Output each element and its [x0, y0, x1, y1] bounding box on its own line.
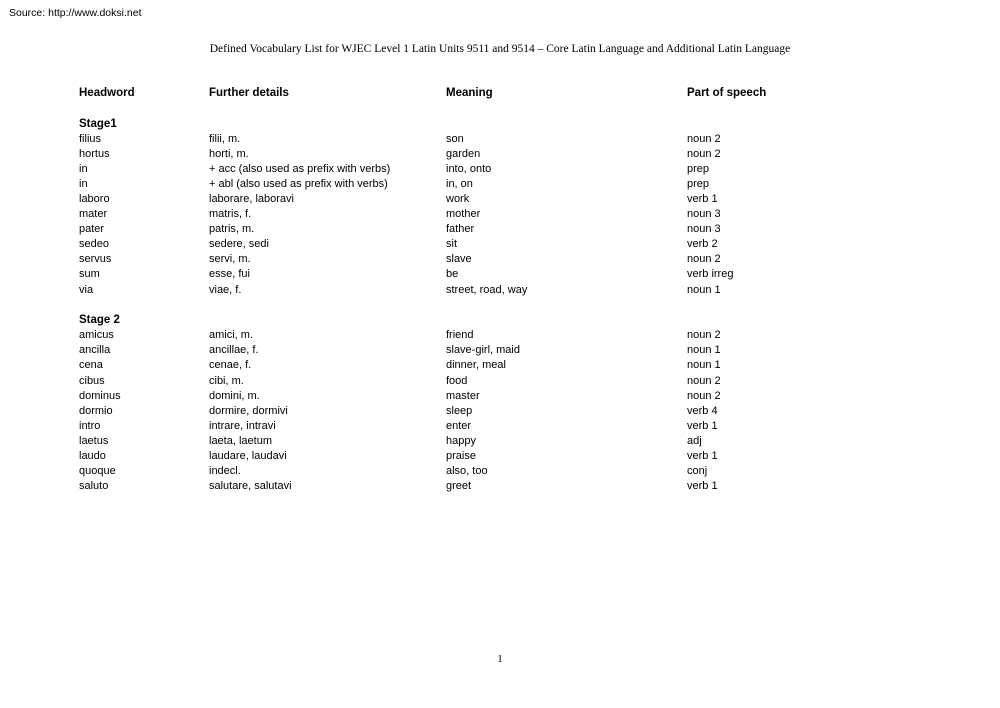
cell-further-details: horti, m. [209, 147, 249, 160]
cell-further-details: filii, m. [209, 132, 241, 145]
cell-headword: laudo [79, 449, 106, 462]
cell-further-details: servi, m. [209, 253, 251, 266]
cell-meaning: sit [446, 238, 457, 251]
cell-headword: amicus [79, 329, 114, 342]
table-row [79, 222, 879, 237]
cell-meaning: enter [446, 419, 472, 432]
table-row [79, 419, 879, 434]
cell-further-details: cibi, m. [209, 374, 244, 387]
cell-further-details: sedere, sedi [209, 238, 269, 251]
cell-part-of-speech: noun 2 [687, 253, 721, 266]
column-header-headword: Headword [79, 87, 135, 99]
stage-heading: Stage1 [79, 117, 117, 130]
cell-part-of-speech: noun 1 [687, 344, 721, 357]
cell-headword: dormio [79, 404, 113, 417]
cell-further-details: dormire, dormivi [209, 404, 288, 417]
cell-part-of-speech: noun 3 [687, 223, 721, 236]
cell-headword: quoque [79, 465, 116, 478]
cell-headword: laetus [79, 434, 109, 447]
cell-headword: hortus [79, 147, 110, 160]
cell-further-details: cenae, f. [209, 359, 252, 372]
source-line: Source: http://www.doksi.net [9, 7, 142, 19]
section-spacer [79, 298, 879, 314]
table-row [79, 464, 879, 479]
cell-headword: saluto [79, 480, 109, 493]
table-row [79, 283, 879, 298]
cell-headword: ancilla [79, 344, 111, 357]
cell-part-of-speech: noun 2 [687, 374, 721, 387]
cell-meaning: garden [446, 147, 481, 160]
cell-further-details: + abl (also used as prefix with verbs) [209, 177, 388, 190]
cell-part-of-speech: verb irreg [687, 268, 734, 281]
table-row [79, 177, 879, 192]
stages-container [79, 101, 879, 494]
cell-part-of-speech: verb 4 [687, 404, 718, 417]
cell-part-of-speech: noun 1 [687, 283, 721, 296]
stage-heading: Stage 2 [79, 314, 120, 327]
cell-meaning: into, onto [446, 162, 492, 175]
cell-part-of-speech: verb 1 [687, 480, 718, 493]
cell-meaning: sleep [446, 404, 473, 417]
cell-meaning: son [446, 132, 464, 145]
cell-meaning: praise [446, 449, 476, 462]
document-title: Defined Vocabulary List for WJEC Level 1 Latin Units 9511 and 9514 – Core Latin Language and Additional Latin Language [209, 43, 791, 55]
cell-part-of-speech: verb 1 [687, 192, 718, 205]
table-row [79, 207, 879, 222]
cell-further-details: indecl. [209, 465, 241, 478]
cell-part-of-speech: conj [687, 465, 708, 478]
table-row [79, 192, 879, 207]
cell-headword: mater [79, 208, 108, 221]
table-row [79, 374, 879, 389]
cell-further-details: viae, f. [209, 283, 242, 296]
cell-meaning: in, on [446, 177, 473, 190]
cell-headword: filius [79, 132, 102, 145]
cell-part-of-speech: prep [687, 162, 710, 175]
cell-meaning: also, too [446, 465, 488, 478]
cell-headword: via [79, 283, 94, 296]
cell-further-details: domini, m. [209, 389, 260, 402]
cell-part-of-speech: verb 1 [687, 419, 718, 432]
page-number: 1 [497, 653, 503, 665]
cell-headword: cibus [79, 374, 105, 387]
cell-part-of-speech: adj [687, 434, 702, 447]
table-row [79, 358, 879, 373]
cell-meaning: friend [446, 329, 474, 342]
cell-headword: dominus [79, 389, 121, 402]
cell-further-details: laudare, laudavi [209, 449, 287, 462]
cell-headword: in [79, 162, 88, 175]
cell-part-of-speech: verb 2 [687, 238, 718, 251]
cell-meaning: slave [446, 253, 472, 266]
table-row [79, 162, 879, 177]
cell-part-of-speech: prep [687, 177, 710, 190]
table-row [79, 343, 879, 358]
cell-part-of-speech: noun 2 [687, 147, 721, 160]
cell-meaning: master [446, 389, 480, 402]
table-row [79, 449, 879, 464]
cell-headword: sum [79, 268, 100, 281]
cell-meaning: happy [446, 434, 476, 447]
table-row [79, 389, 879, 404]
column-header-meaning: Meaning [446, 87, 493, 99]
cell-meaning: work [446, 192, 470, 205]
cell-further-details: matris, f. [209, 208, 252, 221]
cell-meaning: food [446, 374, 468, 387]
cell-further-details: ancillae, f. [209, 344, 259, 357]
cell-part-of-speech: noun 3 [687, 208, 721, 221]
cell-part-of-speech: noun 2 [687, 132, 721, 145]
cell-part-of-speech: verb 1 [687, 449, 718, 462]
table-row [79, 267, 879, 282]
section-spacer [79, 101, 879, 117]
cell-headword: servus [79, 253, 112, 266]
cell-headword: cena [79, 359, 103, 372]
table-row [79, 404, 879, 419]
table-row [79, 237, 879, 252]
cell-further-details: laborare, laboravi [209, 192, 294, 205]
cell-meaning: slave-girl, maid [446, 344, 520, 357]
cell-part-of-speech: noun 2 [687, 389, 721, 402]
cell-meaning: dinner, meal [446, 359, 506, 372]
cell-further-details: salutare, salutavi [209, 480, 292, 493]
table-row [79, 479, 879, 494]
column-header-part-of-speech: Part of speech [687, 87, 767, 99]
table-header-row [79, 86, 879, 101]
cell-headword: pater [79, 223, 105, 236]
cell-further-details: amici, m. [209, 329, 253, 342]
cell-meaning: be [446, 268, 459, 281]
cell-headword: intro [79, 419, 101, 432]
cell-part-of-speech: noun 1 [687, 359, 721, 372]
cell-meaning: greet [446, 480, 472, 493]
table-row [79, 328, 879, 343]
cell-part-of-speech: noun 2 [687, 329, 721, 342]
table-row [79, 132, 879, 147]
cell-further-details: patris, m. [209, 223, 255, 236]
cell-meaning: mother [446, 208, 481, 221]
cell-further-details: esse, fui [209, 268, 250, 281]
vocabulary-table [79, 86, 879, 494]
cell-meaning: father [446, 223, 475, 236]
column-header-further-details: Further details [209, 87, 289, 99]
cell-further-details: intrare, intravi [209, 419, 276, 432]
cell-headword: laboro [79, 192, 110, 205]
cell-meaning: street, road, way [446, 283, 528, 296]
cell-headword: in [79, 177, 88, 190]
table-row [79, 434, 879, 449]
cell-headword: sedeo [79, 238, 109, 251]
cell-further-details: + acc (also used as prefix with verbs) [209, 162, 391, 175]
table-row [79, 147, 879, 162]
table-row [79, 252, 879, 267]
cell-further-details: laeta, laetum [209, 434, 272, 447]
